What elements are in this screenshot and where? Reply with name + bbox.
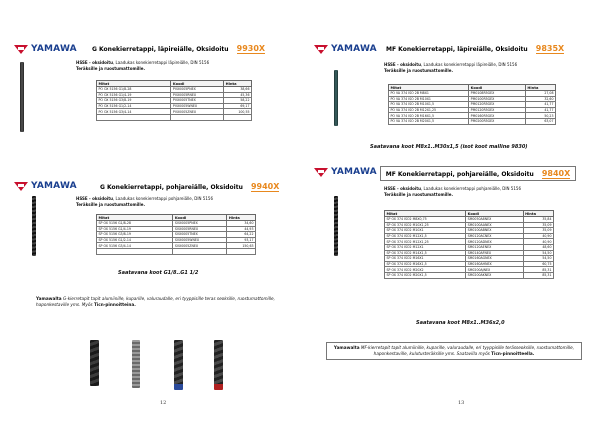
table-row: SP OX 374 ISO2 M8X0,75 SM0050A8NEX 35,84 (386, 217, 552, 222)
table-row: SP OX 374 ISO2 M12X1,5 SM0120ACNEX 40,90 (386, 234, 552, 239)
tap-tool-image-vertical (20, 62, 24, 132)
yamawa-logo (314, 167, 377, 177)
table-row: SP OX 374 ISO2 M10X1,25 SM0100AANEX 35,09 (386, 222, 552, 227)
table-row: SP OX 374 ISO2 M12X1,25 SM0120ADNEX 40,90 (386, 239, 552, 244)
table-row (97, 248, 256, 254)
table-row (97, 114, 252, 120)
section-title-9835x (386, 44, 564, 53)
logo-text: YAMAWA (31, 44, 77, 54)
page-number: 12 (160, 400, 167, 406)
table-row: PO VA 374 ISO 2B M10X1 PM0100R5GEX 32,60 (390, 96, 554, 101)
product-code: 9840X (541, 169, 571, 178)
page-number: 13 (458, 400, 465, 406)
yamawa-logo-mark-icon (314, 45, 328, 54)
tap-tool-image (174, 340, 183, 390)
logo-text: YAMAWA (31, 181, 77, 191)
tap-tool-image (90, 340, 99, 386)
footer-text: Yamawalta MF-kierretapit tapit alumiinille, kuparille, valuraudalle, eri tyyppisille terässeoksille, ruostumattomille, haponkestaville, kulutusteräksille yms. Saatavilla myös Ticn-pinnoitteella. (326, 342, 582, 360)
table-row: PO VA 374 ISO 2B M10X1,5 PM0120R5GEX 41,77 (390, 102, 554, 107)
table-row: SP OX 5156 G3/4-14 SVX0005ZNEX 150,63 (98, 243, 254, 248)
tap-tool-image (132, 340, 140, 388)
table-row: SP OX 374 ISO2 M14X1,5 SM0140AFNEX 54,50 (386, 250, 552, 255)
price-table-9835x (388, 84, 556, 125)
availability-note: Saatavana koot G1/8..G1 1/2 (118, 270, 199, 276)
table-row: SP OX 374 ISO2 M20X2 SM0200AJNEX 85,31 (386, 267, 552, 272)
logo-text: YAMAWA (331, 167, 377, 177)
product-code: 9930X (236, 44, 266, 53)
yamawa-logo-mark-icon (14, 45, 28, 54)
table-row: SP OX 5156 G3/8-19 SVX0005TNEX 64,22 (98, 232, 254, 237)
table-row: PO OX 5156 G3/4-14 PVX0005ZNEX 100,55 (98, 109, 250, 114)
table-row: PO VA 374 ISO 2B M20X1,5 PM0200R5GEX 63,07 (390, 119, 554, 124)
column-header: Mitat (385, 211, 466, 217)
table-row: SP OX 5156 G1/2-14 SVX0005WNEX 93,17 (98, 238, 254, 243)
column-header: Koodi (469, 85, 526, 91)
availability-note: Saatavana koot M8x1..M30x1,5 (isot koot malline 9830) (370, 144, 528, 150)
column-header: Hinta (224, 81, 252, 87)
column-header: Koodi (466, 211, 523, 217)
section-title-9930x (92, 44, 265, 53)
table-row: PO VA 374 ISO 2B M16X1,5 PM0160R5GEX 50,23 (390, 113, 554, 118)
footer-text: Yamawalta G-kierretapit tapit alumiinille, kuparille, valuraudalle, eri tyyppisille teras seoksille, ruostumattomille, haponkestaville yms. Myös Ticn-pinnoitteina. (36, 296, 275, 307)
table-row: PO VA 374 ISO 2B M12X1,25 PM0120R5GEX 41,77 (390, 108, 554, 113)
column-header: Hinta (523, 211, 553, 217)
price-table-9840x (384, 210, 554, 279)
table-row: SP OX 374 ISO2 M12X1 SM0120AENEX 48,60 (386, 245, 552, 250)
table-row: PO OX 5156 G1/8-28 PVX0005PNEX 38,66 (98, 87, 250, 92)
product-code: 9835X (535, 44, 565, 53)
section-description: HSSE - oksidoitu, Laadukas konekierretappi pohjareiälle, DIN 5156 Teräksille ja ruostumattomille. (384, 186, 521, 197)
table-row: PO OX 5156 G3/8-19 PVX0005TNEX 58,22 (98, 98, 250, 103)
column-header: Koodi (171, 81, 224, 87)
column-header: Mitat (97, 81, 171, 87)
section-title-9840x (380, 166, 576, 181)
yamawa-logo (314, 44, 377, 54)
logo-text: YAMAWA (331, 44, 377, 54)
section-title-text: G Konekierretappi, pohjareiälle, Oksidoitu (100, 184, 243, 191)
yamawa-logo (14, 44, 77, 54)
table-row: SP OX 5156 G1/8-28 SVX0005PNEX 34,60 (98, 221, 254, 226)
tap-tool-image-vertical (334, 196, 338, 256)
section-description: HSSE - oksidoitu, Laadukas konekierretappi läpireiälle, DIN 5156 Teräksille ja ruostumattomille. (76, 60, 210, 71)
section-description: HSSE - oksidoitu, Laadukas konekierretappi pohjareiälle, DIN 5156 Teräksille ja ruostumattomille. (76, 196, 213, 207)
table-row: SP OX 374 ISO2 M20X1,5 SM0200AKNEX 85,31 (386, 273, 552, 278)
product-code: 9940X (250, 182, 280, 191)
column-header: Mitat (389, 85, 469, 91)
column-header: Hinta (227, 215, 256, 221)
column-header: Hinta (525, 85, 555, 91)
yamawa-logo (14, 181, 77, 191)
table-row: SP OX 374 ISO2 M16X1,5 SM0160AHNEX 60,75 (386, 262, 552, 267)
tap-tool-image (214, 340, 223, 390)
table-row: SP OX 374 ISO2 M10X1 SM0100ABNEX 35,09 (386, 228, 552, 233)
availability-note: Saatavana koot M8x1..M36x2,0 (416, 320, 505, 326)
section-description: HSSE - oksidoitu, Laadukas konekierretappi läpireiälle, DIN 5156 Teräksille ja ruostumattomille. (384, 62, 518, 73)
table-row: SP OX 374 ISO2 M16X1 SM0160AGNEX 54,50 (386, 256, 552, 261)
column-header: Koodi (173, 215, 227, 221)
table-row: PO VA 374 ISO 2B M8X1 PM0108R5GEX 27,08 (390, 91, 554, 96)
section-title-9940x (100, 182, 279, 191)
tap-tool-image-vertical (32, 196, 36, 256)
section-title-text: G Konekierretappi, läpireiälle, Oksidoitu (92, 46, 229, 53)
table-row: PO OX 5156 G1/4-19 PVX0005RNEX 45,36 (98, 92, 250, 97)
yamawa-logo-mark-icon (14, 182, 28, 191)
table-row: SP OX 5156 G1/4-19 SVX0005RNEX 44,93 (98, 226, 254, 231)
yamawa-logo-mark-icon (314, 168, 328, 177)
section-title-text: MF Konekierretappi, pohjareiälle, Oksidoitu (385, 171, 534, 178)
price-table-9940x (96, 214, 256, 255)
tap-tool-image-vertical (334, 70, 338, 126)
right-page (300, 0, 600, 424)
section-title-text: MF Konekierretappi, läpireiälle, Oksidoitu (386, 46, 528, 53)
price-table-9930x (96, 80, 252, 121)
table-row: PO OX 5156 G1/2-14 PVX0005WNEX 69,17 (98, 104, 250, 109)
column-header: Mitat (97, 215, 173, 221)
